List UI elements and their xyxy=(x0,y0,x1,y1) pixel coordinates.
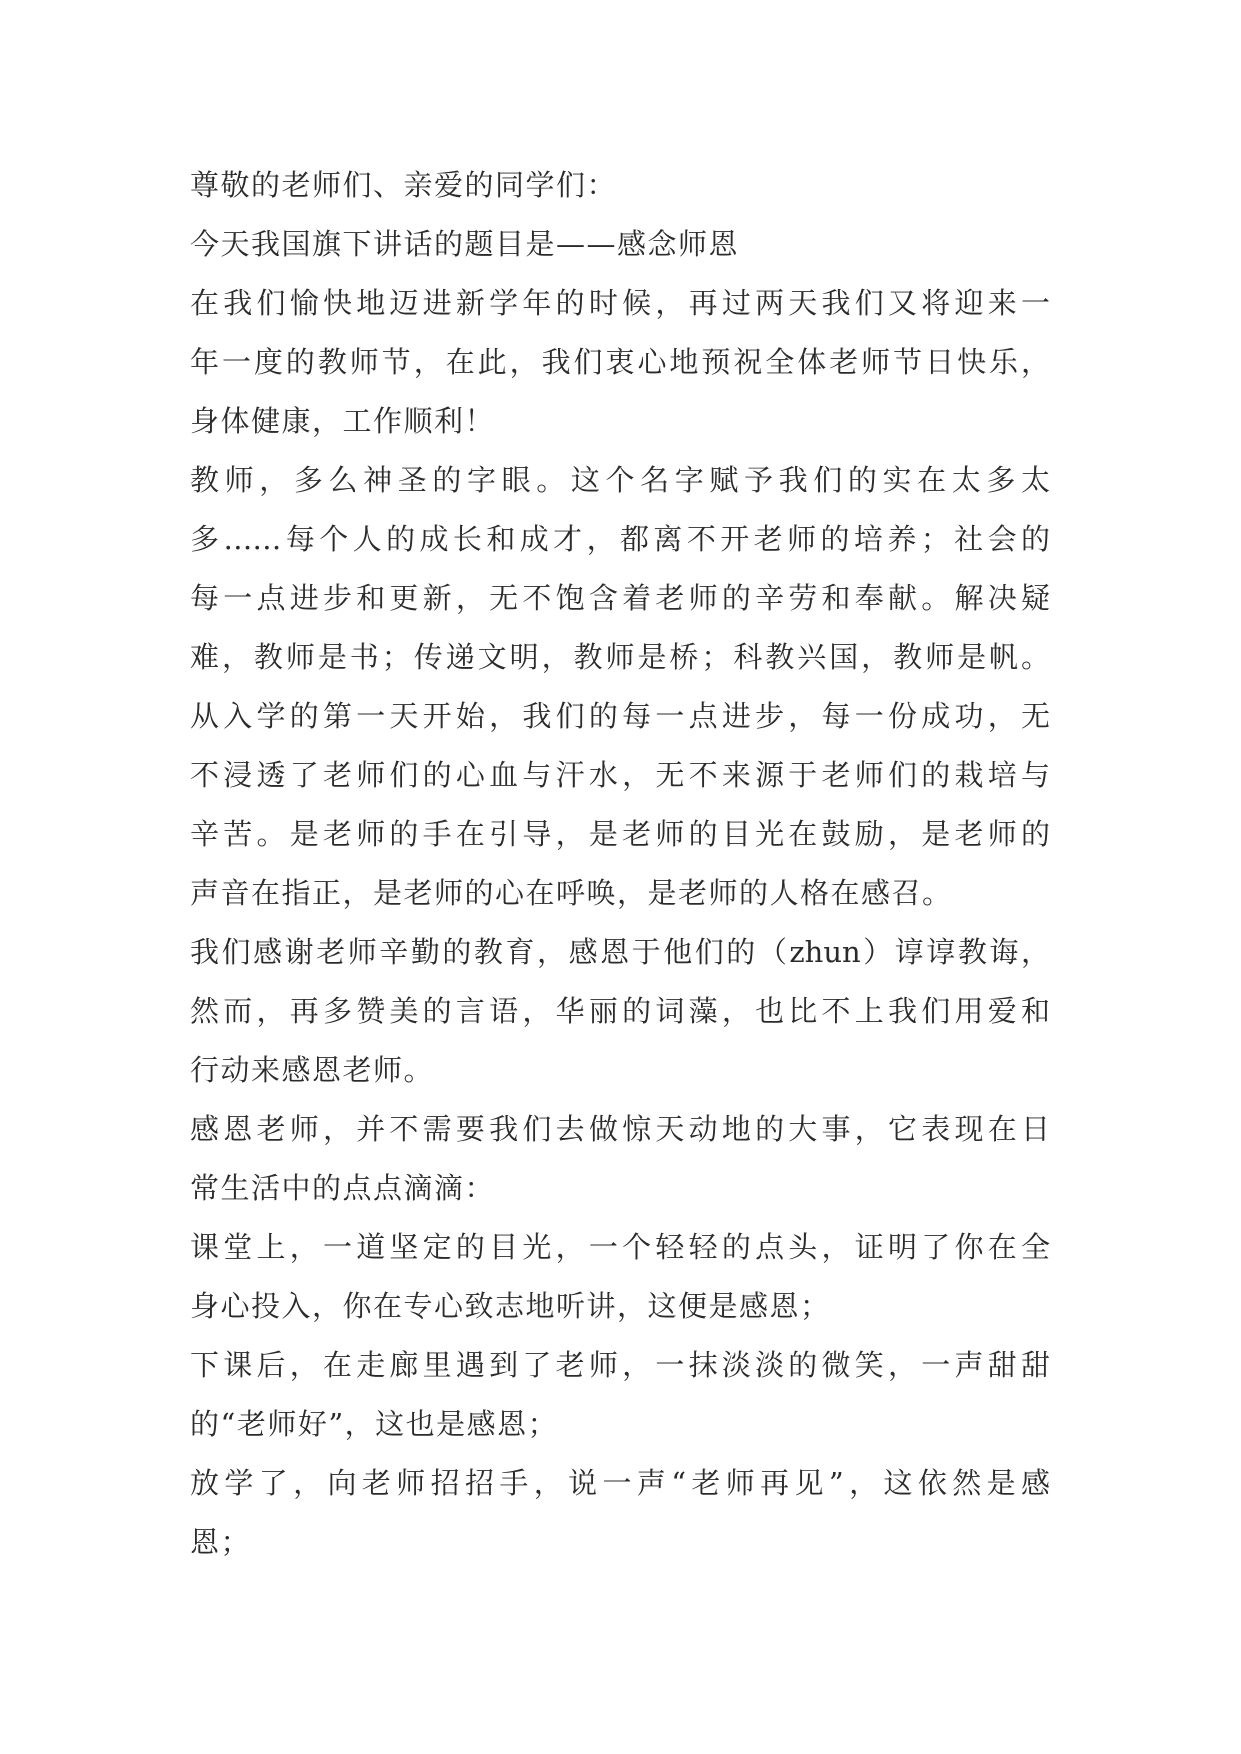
text-line: 恩； xyxy=(190,1525,252,1559)
text-line: 身心投入，你在专心致志地听讲，这便是感恩； xyxy=(190,1289,831,1323)
greeting-line: 尊敬的老师们、亲爱的同学们： xyxy=(190,168,618,202)
text-line: 每一点进步和更新，无不饱含着老师的辛劳和奉献。解决疑 xyxy=(190,581,1050,615)
text-line: 身体健康，工作顺利！ xyxy=(190,404,496,438)
text-line: 的“老师好”，这也是感恩； xyxy=(190,1407,559,1441)
text-line: 我们感谢老师辛勤的教育，感恩于他们的（zhun）谆谆教诲， xyxy=(190,935,1050,969)
text-line: 年一度的教师节，在此，我们衷心地预祝全体老师节日快乐， xyxy=(190,345,1050,379)
text-line: 下课后，在走廊里遇到了老师，一抹淡淡的微笑，一声甜甜 xyxy=(190,1348,1050,1382)
text-line: 感恩老师，并不需要我们去做惊天动地的大事，它表现在日 xyxy=(190,1112,1050,1146)
text-line: 不浸透了老师们的心血与汗水，无不来源于老师们的栽培与 xyxy=(190,758,1050,792)
text-line: 多……每个人的成长和成才，都离不开老师的培养；社会的 xyxy=(190,522,1050,556)
text-line: 教师，多么神圣的字眼。这个名字赋予我们的实在太多太 xyxy=(190,463,1050,497)
speech-text xyxy=(190,156,1050,1572)
topic-line: 今天我国旗下讲话的题目是——感念师恩 xyxy=(190,227,740,261)
text-line: 在我们愉快地迈进新学年的时候，再过两天我们又将迎来一 xyxy=(190,286,1050,320)
text-line: 声音在指正，是老师的心在呼唤，是老师的人格在感召。 xyxy=(190,876,953,910)
text-line: 然而，再多赞美的言语，华丽的词藻，也比不上我们用爱和 xyxy=(190,994,1050,1028)
text-line: 放学了，向老师招招手，说一声“老师再见”，这依然是感 xyxy=(190,1466,1050,1500)
text-line: 课堂上，一道坚定的目光，一个轻轻的点头，证明了你在全 xyxy=(190,1230,1050,1264)
text-line: 行动来感恩老师。 xyxy=(190,1053,435,1087)
text-line: 常生活中的点点滴滴： xyxy=(190,1171,496,1205)
text-line: 从入学的第一天开始，我们的每一点进步，每一份成功，无 xyxy=(190,699,1050,733)
text-line: 辛苦。是老师的手在引导，是老师的目光在鼓励，是老师的 xyxy=(190,817,1050,851)
text-line: 难，教师是书；传递文明，教师是桥；科教兴国，教师是帆。 xyxy=(190,640,1050,674)
